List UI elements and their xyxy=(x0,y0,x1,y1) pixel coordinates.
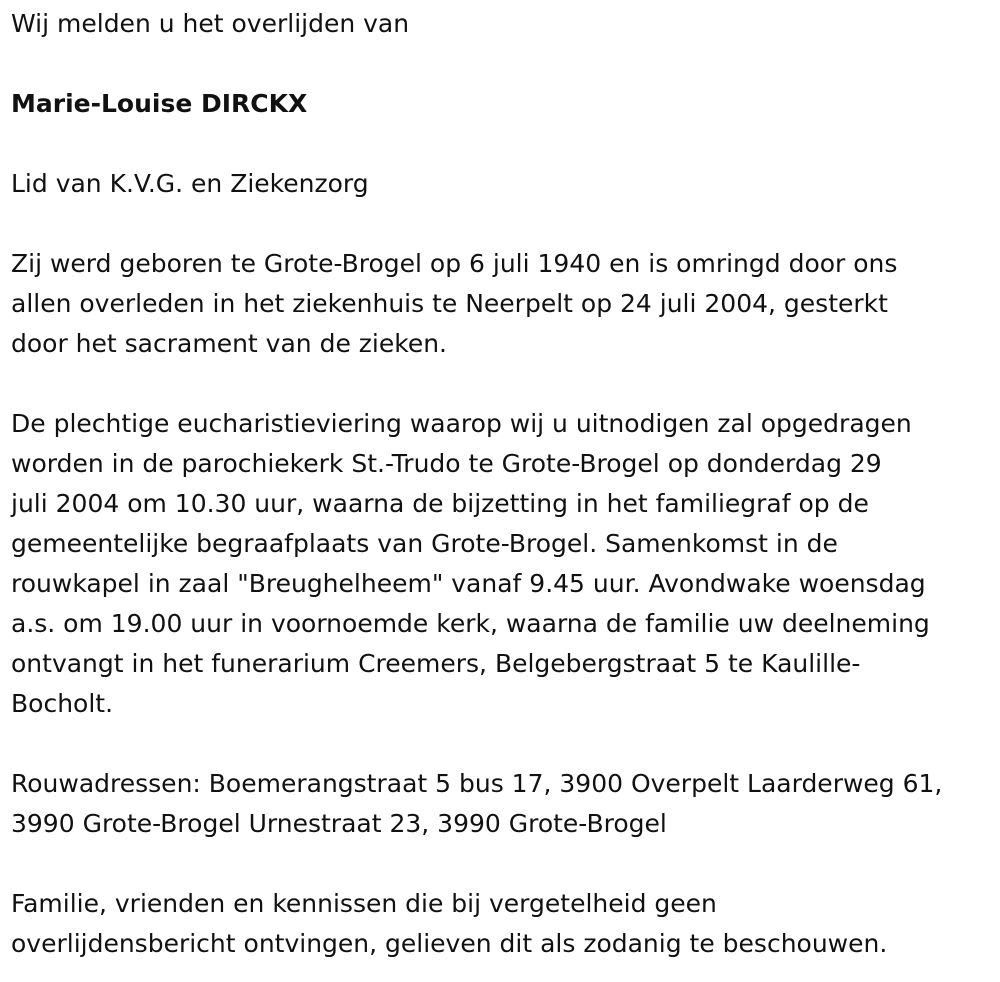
closing-paragraph: Familie, vrienden en kennissen die bij vergetelheid geen overlijdensbericht ontvingen, gelieven dit als zodanig te beschouwen. xyxy=(11,889,888,958)
death-notice xyxy=(11,4,991,964)
intro-text: Wij melden u het overlijden van xyxy=(11,9,410,38)
addresses-paragraph: Rouwadressen: Boemerangstraat 5 bus 17, 3900 Overpelt Laarderweg 61, 3990 Grote-Brogel Urnestraat 23, 3990 Grote-Brogel xyxy=(11,769,943,838)
membership-text: Lid van K.V.G. en Ziekenzorg xyxy=(11,169,369,198)
ceremony-paragraph: De plechtige eucharistieviering waarop wij u uitnodigen zal opgedragen worden in de parochiekerk St.-Trudo te Grote-Brogel op donderdag 29 juli 2004 om 10.30 uur, waarna de bijzetting in het familiegraf op de gemeentelijke begraafplaats van Grote-Brogel. Samenkomst in de rouwkapel in zaal "Breughelheem" vanaf 9.45 uur. Avondwake woensdag a.s. om 19.00 uur in voornoemde kerk, waarna de familie uw deelneming ontvangt in het funerarium Creemers, Belgebergstraat 5 te Kaulille- Bocholt. xyxy=(11,409,930,718)
deceased-name: Marie-Louise DIRCKX xyxy=(11,89,308,118)
birth-death-paragraph: Zij werd geboren te Grote-Brogel op 6 juli 1940 en is omringd door ons allen overleden in het ziekenhuis te Neerpelt op 24 juli 2004, gesterkt door het sacrament van de zieken. xyxy=(11,249,898,358)
